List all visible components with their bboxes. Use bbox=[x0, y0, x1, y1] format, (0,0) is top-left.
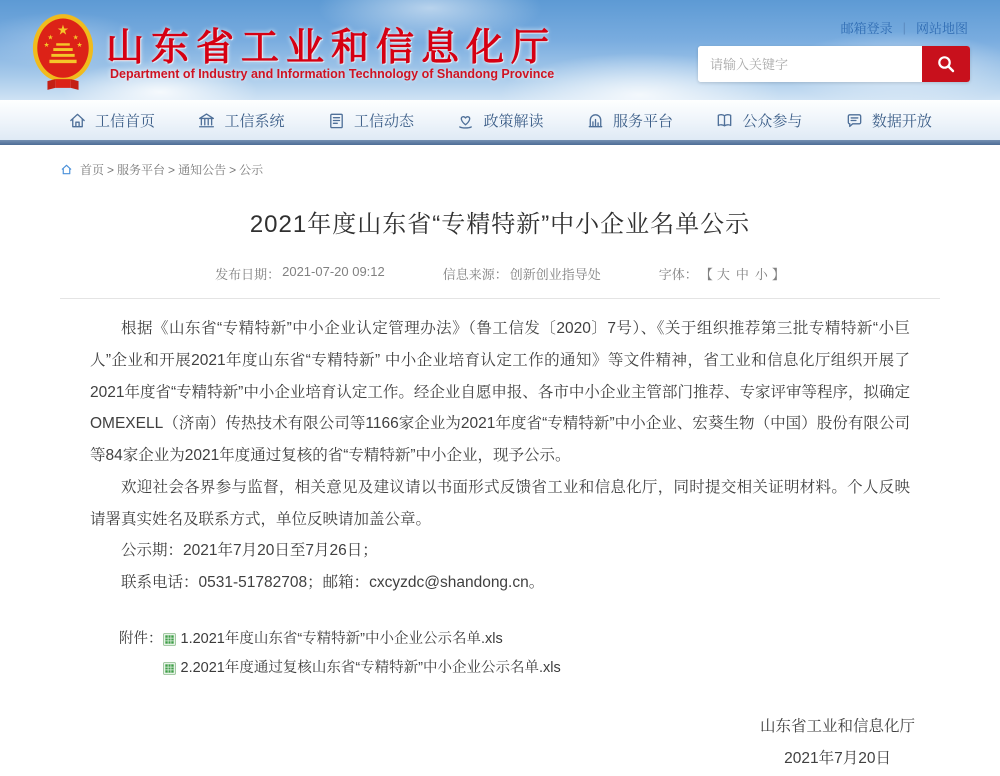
paragraph: 根据《山东省“专精特新”中小企业认定管理办法》（鲁工信发〔2020〕7号）、《关于组织推荐第三批专精特新“小巨人”企业和开展2021年度山东省“专精特新” 中小企业培育认定工作的通知》等文件精神，省工业和信息化厅组织开展了2021年度省“专精特新”中小企业培育认定工作。经企业自愿申报、各市中小企业主管部门推荐、专家评审等程序，拟确定OMEXELL（济南）传热技术有限公司等1166家企业为2021年度省“专精特新”中小企业、宏葵生物（中国）股份有限公司等84家企业为2021年度通过复核的省“专精特新”中小企业，现予公示。 bbox=[90, 320, 910, 465]
article-body bbox=[90, 313, 910, 535]
open-book-icon bbox=[715, 111, 734, 130]
nav-item-news[interactable] bbox=[327, 110, 414, 131]
svg-text:★: ★ bbox=[47, 34, 54, 42]
mail-login-link[interactable]: 邮箱登录 bbox=[840, 21, 893, 36]
publish-date bbox=[215, 264, 385, 283]
speech-bubble-icon bbox=[845, 111, 864, 130]
nav-label: 工信动态 bbox=[353, 112, 414, 130]
attachment-name: 2.2021年度通过复核山东省“专精特新”中小企业公示名单.xls bbox=[180, 659, 561, 676]
contact-line: 联系电话：0531-51782708；邮箱：cxcyzdc@shandong.cn。 bbox=[121, 574, 545, 592]
nav-label: 政策解读 bbox=[483, 112, 544, 130]
bank-icon bbox=[197, 111, 216, 130]
attachment-link-1[interactable] bbox=[163, 625, 561, 654]
nav-item-home[interactable] bbox=[68, 110, 155, 131]
breadcrumb-public[interactable]: 公示 bbox=[239, 163, 264, 177]
font-size-bracket: 】 bbox=[771, 267, 785, 282]
nav-label: 服务平台 bbox=[612, 112, 673, 130]
sitemap-link[interactable]: 网站地图 bbox=[915, 21, 968, 36]
signature-date: 2021年7月20日 bbox=[784, 750, 891, 768]
breadcrumb-home-icon bbox=[60, 163, 73, 176]
font-size-medium-button[interactable]: 中 bbox=[735, 267, 749, 282]
heart-hand-icon bbox=[456, 111, 475, 130]
breadcrumb-sep: > bbox=[229, 162, 237, 177]
info-source bbox=[443, 264, 601, 283]
font-size-control bbox=[659, 264, 785, 283]
national-emblem-icon bbox=[30, 11, 96, 91]
publish-date-label: 发布日期： bbox=[215, 267, 281, 282]
svg-text:★: ★ bbox=[76, 42, 83, 50]
font-size-bracket: 【 bbox=[699, 267, 713, 282]
font-size-small-button[interactable]: 小 bbox=[754, 267, 768, 282]
attachment-link-2[interactable] bbox=[163, 654, 561, 683]
breadcrumb-sep: > bbox=[168, 162, 176, 177]
search-bar bbox=[698, 46, 970, 82]
top-utility-links bbox=[841, 18, 968, 37]
paragraph: 欢迎社会各界参与监督，相关意见及建议请以书面形式反馈省工业和信息化厅，同时提交相关证明材料。个人反映请署真实姓名及联系方式，单位反映请加盖公章。 bbox=[90, 478, 910, 528]
nav-item-platform[interactable] bbox=[586, 110, 673, 131]
breadcrumb-service[interactable]: 服务平台 bbox=[117, 163, 166, 177]
signature-org: 山东省工业和信息化厅 bbox=[759, 717, 915, 735]
page-title: 2021年度山东省“专精特新”中小企业名单公示 bbox=[249, 211, 751, 238]
info-source-value: 创新创业指导处 bbox=[509, 267, 601, 282]
nav-label: 工信系统 bbox=[224, 112, 285, 130]
svg-text:★: ★ bbox=[56, 22, 70, 38]
breadcrumb bbox=[60, 161, 1000, 178]
magnifier-icon bbox=[936, 54, 956, 74]
breadcrumb-notice[interactable]: 通知公告 bbox=[178, 163, 227, 177]
search-input[interactable] bbox=[698, 46, 922, 82]
nav-label: 数据开放 bbox=[871, 112, 932, 130]
public-period-line: 公示期：2021年7月20日至7月26日； bbox=[121, 542, 378, 560]
svg-text:★: ★ bbox=[72, 34, 79, 42]
site-header bbox=[0, 0, 1000, 100]
breadcrumb-sep: > bbox=[107, 162, 115, 177]
excel-file-icon bbox=[163, 633, 176, 646]
nav-label: 工信首页 bbox=[95, 112, 156, 130]
nav-item-policy[interactable] bbox=[456, 110, 543, 131]
font-size-label: 字体： bbox=[658, 267, 698, 282]
nav-item-opendata[interactable] bbox=[845, 110, 932, 131]
search-button[interactable] bbox=[922, 46, 970, 82]
attachment-name: 1.2021年度山东省“专精特新”中小企业公示名单.xls bbox=[180, 630, 503, 647]
platform-chart-icon bbox=[586, 111, 605, 130]
svg-text:★: ★ bbox=[43, 42, 50, 50]
site-title: 山东省工业和信息化厅 bbox=[106, 27, 557, 69]
home-icon bbox=[68, 111, 87, 130]
site-subtitle: Department of Industry and Information Technology of Shandong Province bbox=[110, 67, 555, 81]
article-meta bbox=[60, 264, 940, 299]
font-size-large-button[interactable]: 大 bbox=[716, 267, 730, 282]
top-links-separator: | bbox=[902, 20, 906, 35]
nav-item-system[interactable] bbox=[197, 110, 284, 131]
breadcrumb-home[interactable]: 首页 bbox=[80, 163, 105, 177]
info-source-label: 信息来源： bbox=[442, 267, 508, 282]
attachments-label: 附件： bbox=[119, 630, 163, 647]
header-divider-bar bbox=[0, 140, 1000, 145]
nav-item-participation[interactable] bbox=[715, 110, 802, 131]
nav-label: 公众参与 bbox=[742, 112, 803, 130]
attachments-section bbox=[90, 625, 910, 683]
signature-block bbox=[0, 711, 915, 776]
publish-date-value: 2021-07-20 09:12 bbox=[282, 264, 385, 279]
news-icon bbox=[327, 111, 346, 130]
main-navigation bbox=[0, 100, 1000, 140]
attachments-list bbox=[163, 625, 561, 683]
excel-file-icon bbox=[163, 662, 176, 675]
